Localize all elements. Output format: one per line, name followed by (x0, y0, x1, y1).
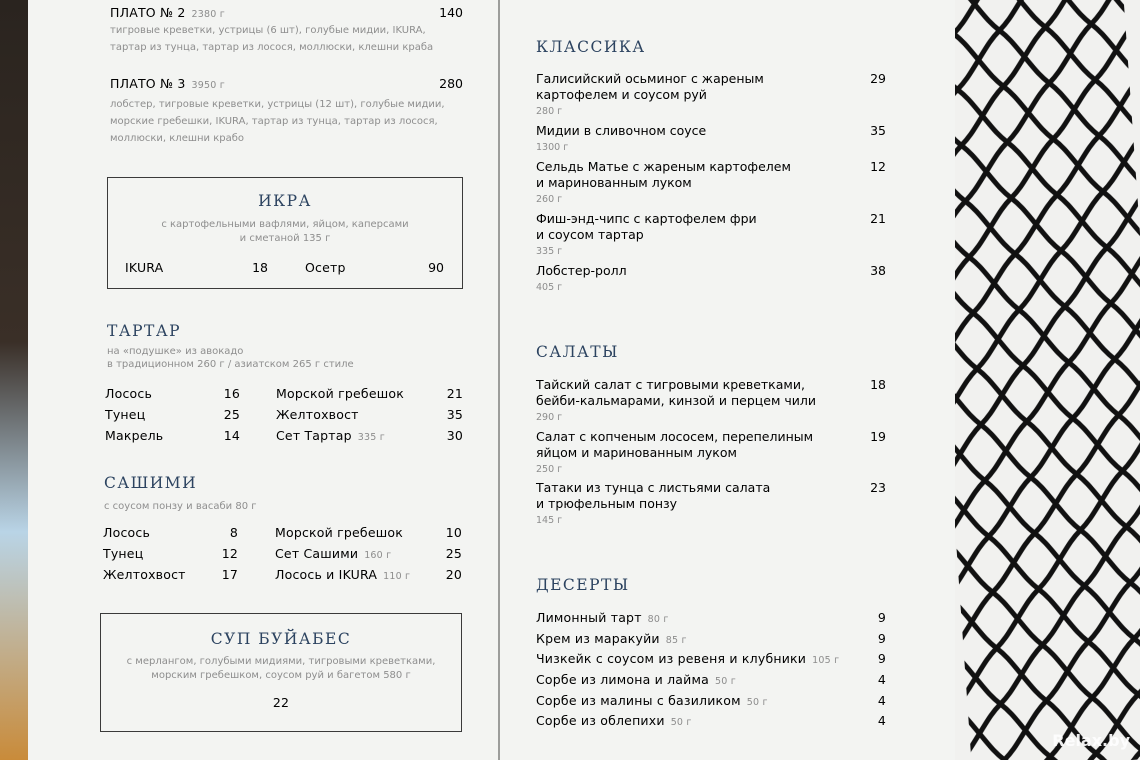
salaty-title: САЛАТЫ (536, 343, 619, 361)
list-item: Лимонный тарт 80 г 9 (536, 610, 886, 625)
tartar-col-1 (105, 386, 240, 449)
tartar-title: ТАРТАР (107, 322, 182, 340)
list-item: Лосось и IKURA 110 г 20 (275, 567, 462, 582)
list-item: Морской гребешок 10 (275, 525, 462, 540)
plato-2-name: ПЛАТО № 2 2380 г (110, 5, 225, 20)
list-item: Тунец 25 (105, 407, 240, 422)
background-table (0, 0, 30, 760)
list-item: Крем из маракуйи 85 г 9 (536, 630, 886, 646)
tartar-col-2 (276, 386, 463, 449)
soup-box (100, 613, 462, 732)
ikra-item-ikura: IKURA (125, 260, 164, 275)
list-item: Салат с копченым лососем, перепелиным яйцом и маринованным луком 250 г 19 (536, 429, 886, 475)
deserty-title: ДЕСЕРТЫ (536, 576, 630, 594)
list-item: Тунец 12 (103, 546, 238, 561)
soup-desc: с мерлангом, голубыми мидиями, тигровыми креветками, морским гребешком, соусом руй и багетом 580 г (126, 656, 436, 681)
plato-2-desc: тигровые креветки, устрицы (6 шт), голубые мидии, IKURA, тартар из тунца, тартар из лосося, моллюски, клешни краба (110, 25, 434, 53)
ikra-title: ИКРА (258, 192, 312, 210)
list-item: Лосось 8 (103, 525, 238, 540)
list-item: Мидии в сливочном соусе 1300 г 35 (536, 123, 886, 153)
sashimi-title: САШИМИ (104, 474, 198, 492)
list-item: Желтохвост 17 (103, 567, 238, 582)
list-item: Сет Сашими 160 г 25 (275, 546, 462, 561)
plato-3-price: 280 (439, 76, 463, 91)
net-pattern (955, 0, 1140, 760)
deserty-list (536, 610, 886, 734)
ikra-item-osetr: Осетр (305, 260, 346, 275)
net-pattern-panel (955, 0, 1140, 760)
list-item: Татаки из тунца с листьями салата и трюфельным понзу 145 г 23 (536, 480, 886, 526)
plato-3-desc: лобстер, тигровые креветки, устрицы (12 шт), голубые мидии, морские гребешки, IKURA, тартар из тунца, тартар из лосося, моллюски, клешни крабо (110, 99, 445, 144)
klassika-title: КЛАССИКА (536, 38, 646, 56)
ikra-item-ikura-price: 18 (252, 260, 268, 275)
list-item: Макрель 14 (105, 428, 240, 443)
list-item: Фиш-энд-чипс с картофелем фри и соусом тартар 335 г 21 (536, 211, 886, 257)
soup-title: СУП БУЙАБЕС (210, 630, 352, 648)
list-item: Чизкейк с соусом из ревеня и клубники 105 г 9 (536, 651, 886, 667)
list-item: Морской гребешок 21 (276, 386, 463, 401)
sashimi-desc: с соусом понзу и васаби 80 г (104, 501, 257, 512)
list-item: Сорбе из облепихи 50 г 4 (536, 713, 886, 729)
watermark-logo: Relax.by (1052, 731, 1130, 750)
ikra-desc: с картофельными вафлями, яйцом, каперсами и сметаной 135 г (161, 219, 409, 244)
list-item: Галисийский осьминог с жареным картофелем и соусом руй 280 г 29 (536, 71, 886, 117)
list-item: Сорбе из малины с базиликом 50 г 4 (536, 692, 886, 708)
list-item: Сельдь Матье с жареным картофелем и маринованным луком 260 г 12 (536, 159, 886, 205)
list-item: Сет Тартар 335 г 30 (276, 428, 463, 443)
plato-3-name: ПЛАТО № 3 3950 г (110, 76, 225, 91)
tartar-desc: на «подушке» из авокадо в традиционном 260 г / азиатском 265 г стиле (107, 346, 354, 370)
sashimi-col-1 (103, 525, 238, 588)
sashimi-col-2 (275, 525, 462, 588)
list-item: Тайский салат с тигровыми креветками, бейби-кальмарами, кинзой и перцем чили 290 г 18 (536, 377, 886, 423)
list-item: Лосось 16 (105, 386, 240, 401)
list-item: Желтохвост 35 (276, 407, 463, 422)
soup-price: 22 (272, 695, 290, 710)
list-item: Сорбе из лимона и лайма 50 г 4 (536, 672, 886, 688)
list-item: Лобстер-ролл 405 г 38 (536, 263, 886, 293)
plato-2-price: 140 (439, 5, 463, 20)
ikra-item-osetr-price: 90 (428, 260, 444, 275)
